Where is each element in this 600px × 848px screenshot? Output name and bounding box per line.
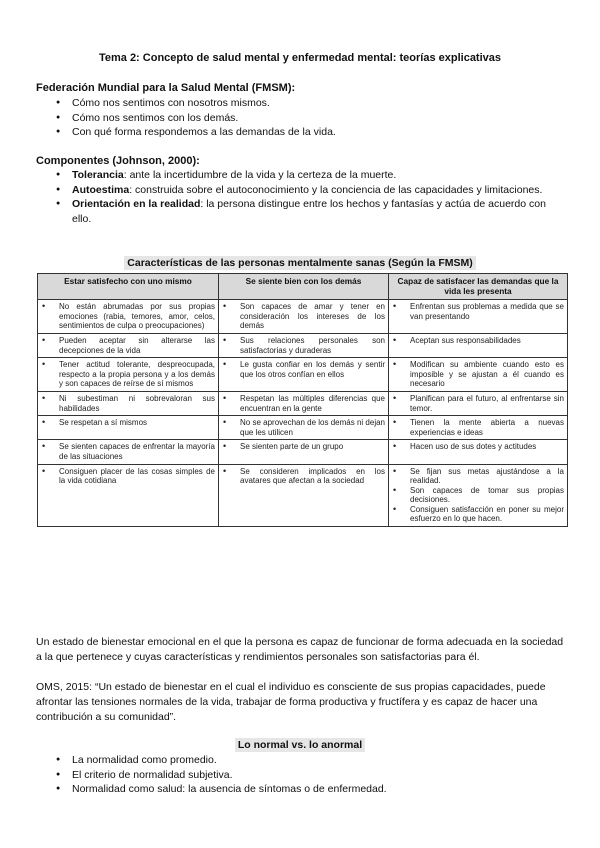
cell-item: • Modifican su ambiente cuando esto es imposible y se ajustan a él cuando es necesario bbox=[393, 360, 564, 389]
list-item: ● Cómo nos sentimos con los demás. bbox=[56, 111, 566, 126]
table-cell bbox=[38, 300, 219, 334]
table-row bbox=[38, 358, 568, 392]
table-cell bbox=[389, 300, 568, 334]
list-item: ● Con qué forma respondemos a las demandas de la vida. bbox=[56, 125, 566, 140]
column-header: Estar satisfecho con uno mismo bbox=[38, 274, 219, 300]
oms-quote-paragraph: OMS, 2015: “Un estado de bienestar en el cual el individuo es consciente de sus propias capacidades, puede afrontar las tensiones normales de la vida, trabajar de forma productiva y fructífera y es capaz de hacer una contribución a su comunidad”. bbox=[36, 681, 546, 723]
cell-item: • Respetan las múltiples diferencias que encuentran en la gente bbox=[223, 394, 385, 413]
column-header: Se siente bien con los demás bbox=[219, 274, 389, 300]
normal-list bbox=[56, 753, 566, 797]
cell-item: • Pueden aceptar sin alterarse las decepciones de la vida bbox=[42, 336, 215, 355]
fmsm-list bbox=[56, 96, 566, 140]
table-cell bbox=[389, 416, 568, 440]
cell-item: • Ni subestiman ni sobrevaloran sus habilidades bbox=[42, 394, 215, 413]
table-row bbox=[38, 300, 568, 334]
table-row bbox=[38, 440, 568, 464]
table-cell bbox=[38, 464, 219, 527]
document-title: Tema 2: Concepto de salud mental y enfermedad mental: teorías explicativas bbox=[98, 52, 502, 64]
table-cell bbox=[219, 416, 389, 440]
term: Orientación en la realidad bbox=[72, 198, 201, 210]
table-cell bbox=[38, 333, 219, 357]
cell-item: • Consiguen placer de las cosas simples de la vida cotidiana bbox=[42, 467, 215, 486]
table-cell bbox=[38, 391, 219, 415]
table-cell bbox=[389, 464, 568, 527]
table-row bbox=[38, 333, 568, 357]
table-cell bbox=[389, 391, 568, 415]
cell-item: • Se sienten capaces de enfrentar la mayoría de las situaciones bbox=[42, 442, 215, 461]
cell-item: • No están abrumadas por sus propias emociones (rabia, temores, amor, celos, sentimientos de culpa o preocupaciones) bbox=[42, 302, 215, 331]
cell-item: • Hacen uso de sus dotes y actitudes bbox=[393, 442, 564, 452]
list-item: ● La normalidad como promedio. bbox=[56, 753, 566, 768]
cell-item: • Se sienten parte de un grupo bbox=[223, 442, 385, 452]
list-item: ● Normalidad como salud: la ausencia de síntomas o de enfermedad. bbox=[56, 782, 566, 797]
table-cell bbox=[389, 440, 568, 464]
table-cell bbox=[219, 464, 389, 527]
cell-item: • Se fijan sus metas ajustándose a la realidad. bbox=[393, 467, 564, 486]
term: Autoestima bbox=[72, 183, 130, 196]
table-row bbox=[38, 416, 568, 440]
cell-item: • Consiguen satisfacción en poner su mejor esfuerzo en lo que hacen. bbox=[393, 505, 564, 524]
table-cell bbox=[219, 333, 389, 357]
table-cell bbox=[219, 440, 389, 464]
list-item: ● El criterio de normalidad subjetiva. bbox=[56, 768, 566, 783]
table-title: Características de las personas mentalmente sanas (Según la FMSM) bbox=[0, 257, 600, 269]
cell-item: • Son capaces de tomar sus propias decisiones. bbox=[393, 486, 564, 505]
table-row bbox=[38, 391, 568, 415]
table-cell bbox=[389, 358, 568, 392]
cell-item: • Tienen la mente abierta a nuevas experiencias e ideas bbox=[393, 418, 564, 437]
normal-heading: Lo normal vs. lo anormal bbox=[0, 739, 600, 751]
cell-item: • No se aprovechan de los demás ni dejan que les utilicen bbox=[223, 418, 385, 437]
table-row bbox=[38, 464, 568, 527]
list-item bbox=[56, 197, 566, 226]
table-cell bbox=[219, 391, 389, 415]
cell-item: • Son capaces de amar y tener en consideración los intereses de los demás bbox=[223, 302, 385, 331]
cell-item: • Enfrentan sus problemas a medida que se van presentando bbox=[393, 302, 564, 321]
table-cell bbox=[389, 333, 568, 357]
cell-item: • Se consideren implicados en los avatares que afectan a la sociedad bbox=[223, 467, 385, 486]
fmsm-heading: Federación Mundial para la Salud Mental (FMSM): bbox=[36, 82, 296, 94]
table-cell bbox=[38, 416, 219, 440]
term-description: : la persona distingue entre los hechos y fantasías y actúa de acuerdo con ello. bbox=[72, 198, 546, 225]
table-cell bbox=[219, 358, 389, 392]
table-cell bbox=[38, 358, 219, 392]
term-description: : ante la incertidumbre de la vida y la certeza de la muerte. bbox=[123, 169, 397, 181]
list-item: ● Cómo nos sentimos con nosotros mismos. bbox=[56, 96, 566, 111]
table-cell bbox=[38, 440, 219, 464]
components-list bbox=[56, 168, 566, 226]
cell-item: • Se respetan a sí mismos bbox=[42, 418, 215, 428]
term-description: : construida sobre el autoconocimiento y la conciencia de las capacidades y limitaciones. bbox=[129, 183, 543, 196]
table-cell bbox=[219, 300, 389, 334]
cell-item: • Tener actitud tolerante, despreocupada, respecto a la propia persona y a los demás y son capaces de reírse de sí mismos bbox=[42, 360, 215, 389]
list-item bbox=[56, 183, 566, 198]
list-item bbox=[56, 168, 566, 183]
column-header: Capaz de satisfacer las demandas que la vida les presenta bbox=[389, 274, 568, 300]
definition-paragraph: Un estado de bienestar emocional en el que la persona es capaz de funcionar de forma adecuada en la sociedad a la que pertenece y cuyas características y rendimientos personales son satisfactorias para él. bbox=[36, 636, 564, 663]
cell-item: • Planifican para el futuro, al enfrentarse sin temor. bbox=[393, 394, 564, 413]
cell-item: • Sus relaciones personales son satisfactorias y duraderas bbox=[223, 336, 385, 355]
cell-item: • Aceptan sus responsabilidades bbox=[393, 336, 564, 346]
characteristics-table bbox=[37, 273, 568, 527]
components-heading: Componentes (Johnson, 2000): bbox=[36, 155, 200, 167]
cell-item: • Le gusta confiar en los demás y sentir que los otros confían en ellos bbox=[223, 360, 385, 379]
table-header-row bbox=[38, 274, 568, 300]
term: Tolerancia bbox=[72, 169, 124, 181]
